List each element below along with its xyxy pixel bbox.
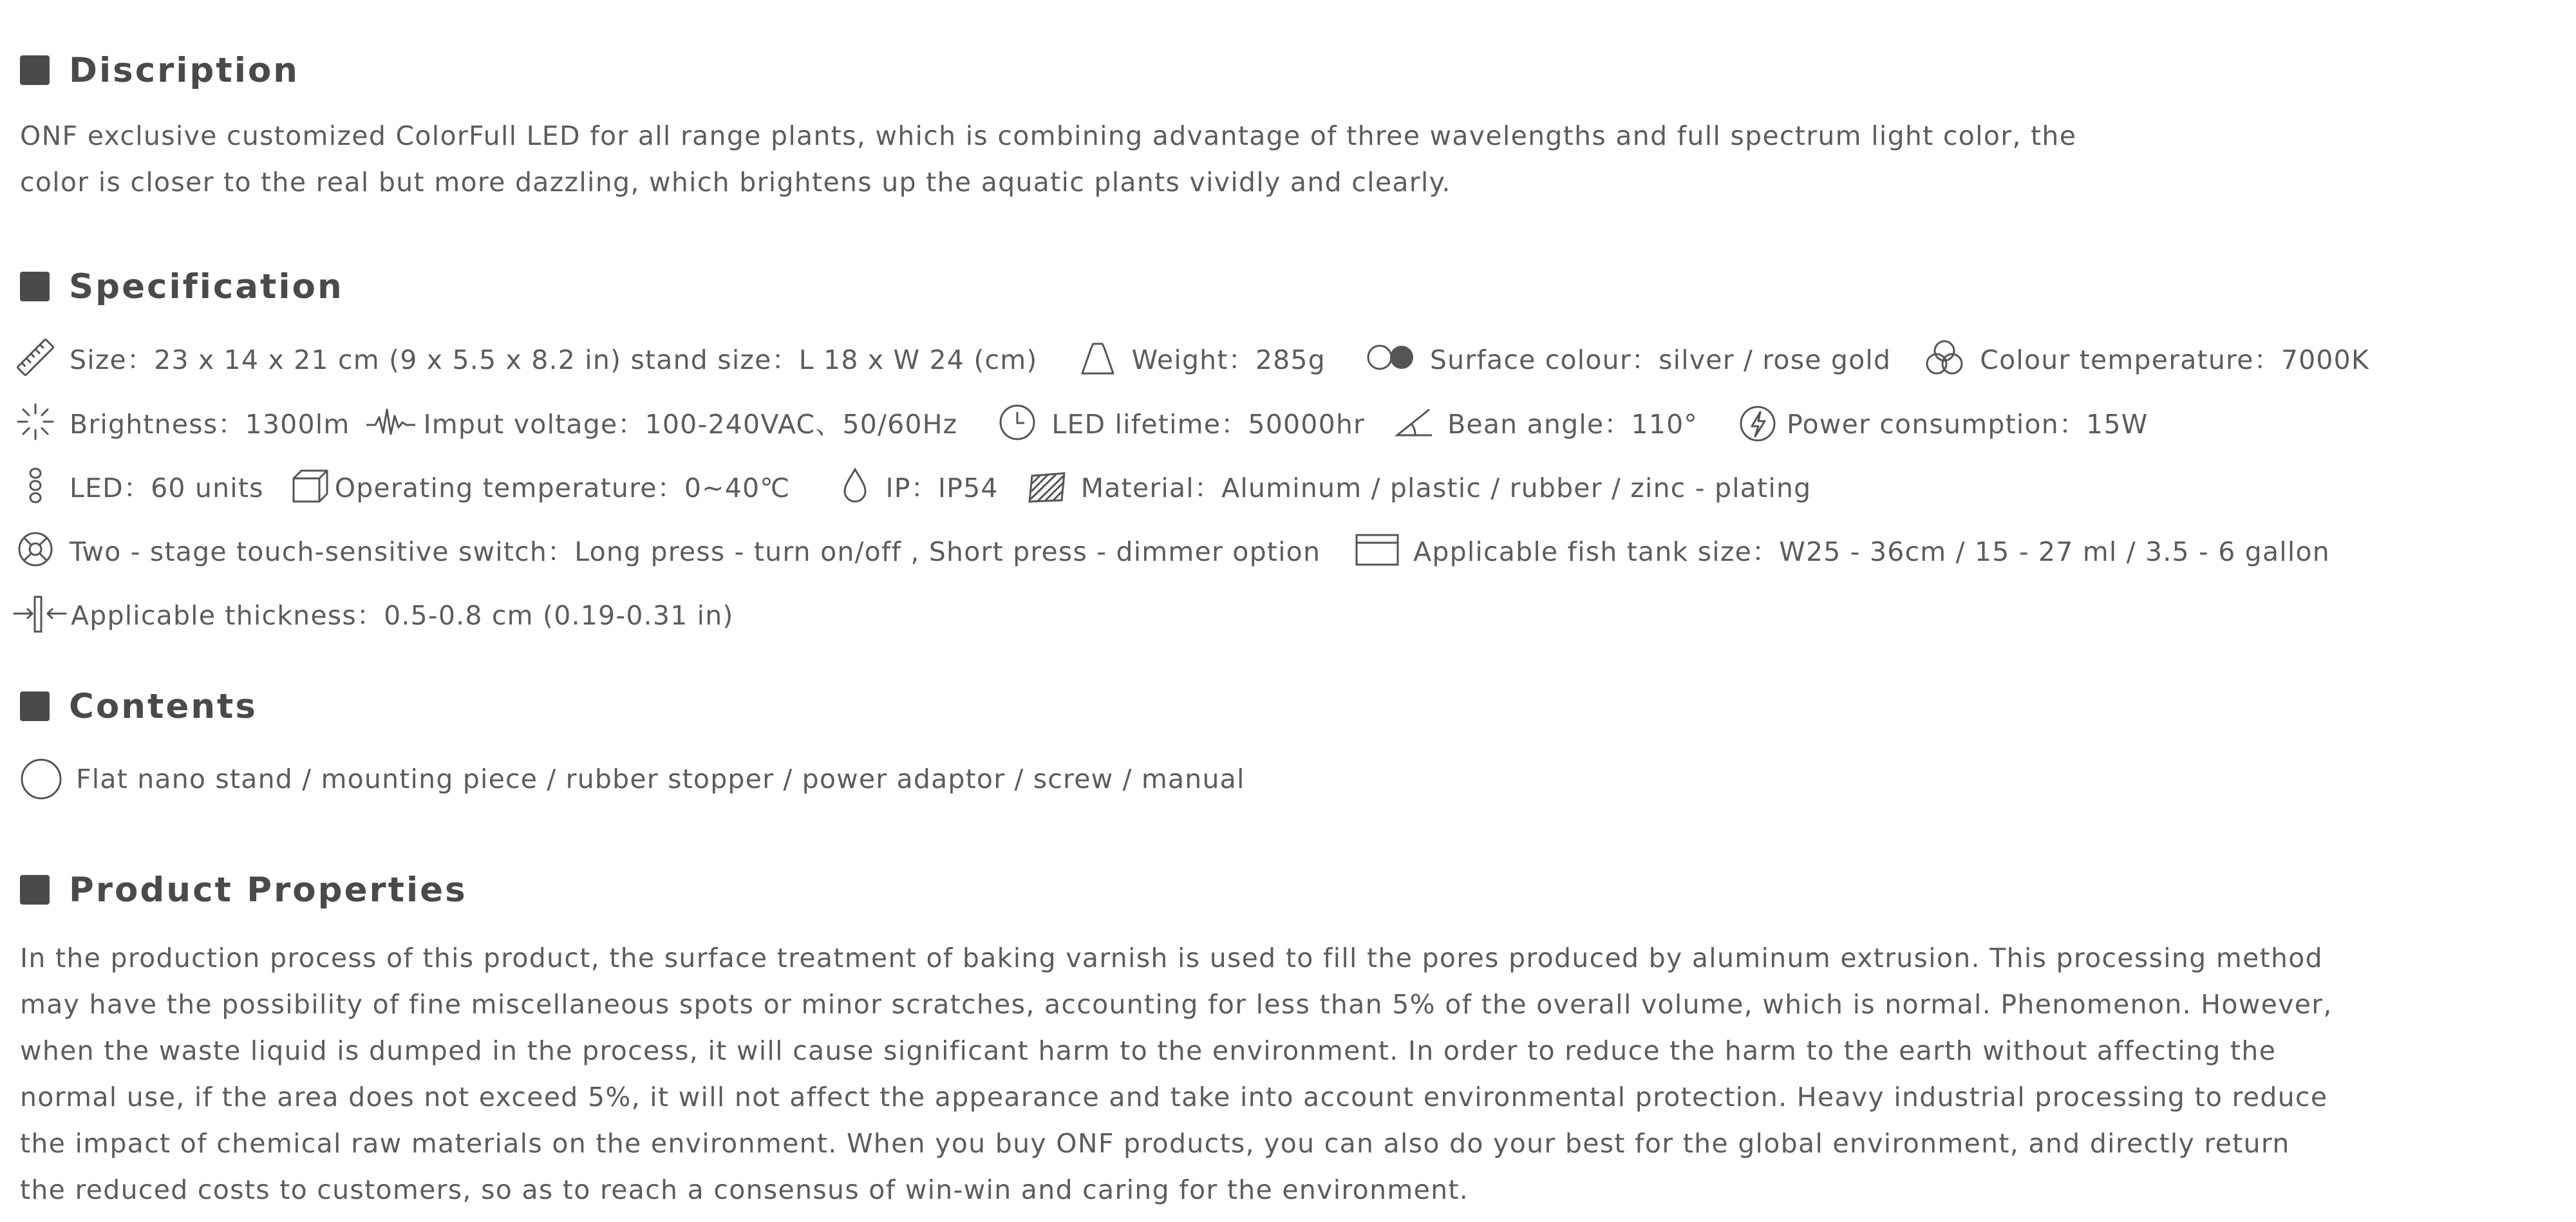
- circle-icon: [18, 756, 64, 802]
- spec-beam-angle: Bean angle：110°: [1391, 399, 1698, 444]
- heading-square-icon: [20, 875, 50, 905]
- description-line: ONF exclusive customized ColorFull LED for all range plants, which is combining advantage of three wavelengths and full spectrum light color, the: [20, 120, 2077, 151]
- spec-power-consumption: Power consumption：15W: [1735, 399, 2148, 444]
- color-circles-icon: [1921, 335, 1968, 380]
- description-title: Discription: [69, 50, 300, 90]
- spec-fish-tank-size: Applicable fish tank size：W25 - 36cm / 15 - 27 ml / 3.5 - 6 gallon: [1353, 527, 2330, 572]
- weight-icon: [1075, 335, 1120, 380]
- description-heading: [20, 48, 299, 93]
- properties-line: normal use, if the area does not exceed 5%, it will not affect the appearance and take into account environmental protection. Heavy industrial processing to reduce: [20, 1082, 2328, 1113]
- spec-led-units: LED：60 units: [13, 463, 264, 508]
- heading-square-icon: [20, 272, 50, 301]
- spec-row-4: [13, 523, 2330, 575]
- spec-colour-temperature: Colour temperature：7000K: [1921, 335, 2369, 380]
- spec-led-lifetime: LED lifetime：50000hr: [995, 399, 1365, 444]
- spec-input-voltage: Imput voltage：100-240VAC、50/60Hz: [365, 399, 957, 444]
- properties-title: Product Properties: [69, 870, 467, 910]
- spec-row-2: [13, 396, 2148, 447]
- properties-line: the reduced costs to customers, so as to reach a consensus of win-win and caring for the environment.: [20, 1174, 1469, 1205]
- properties-text: [20, 935, 2333, 1213]
- contents-heading: [20, 684, 258, 729]
- led-chain-icon: [13, 463, 58, 508]
- temperature-box-icon: [290, 463, 331, 508]
- spec-brightness: Brightness：1300lm: [13, 399, 350, 444]
- properties-line: In the production process of this product, the surface treatment of baking varnish is used to fill the pores produced by aluminum extrusion. This processing method: [20, 943, 2323, 973]
- spec-row-1: [13, 332, 2369, 383]
- spec-applicable-thickness: Applicable thickness：0.5-0.8 cm (0.19-0.31 in): [13, 590, 734, 635]
- spec-row-3: [13, 460, 1811, 511]
- thickness-icon: [13, 590, 67, 635]
- properties-heading: [20, 867, 467, 912]
- spec-surface-colour: Surface colour：silver / rose gold: [1364, 335, 1891, 380]
- spec-material: Material：Aluminum / plastic / rubber / zinc - plating: [1024, 463, 1812, 508]
- clock-icon: [995, 399, 1040, 444]
- spec-row-5: [13, 587, 734, 639]
- contents-row: [18, 753, 1245, 805]
- spec-size: Size：23 x 14 x 21 cm (9 x 5.5 x 8.2 in) stand size：L 18 x W 24 (cm): [13, 335, 1038, 380]
- color-toggle-icon: [1364, 335, 1418, 380]
- spec-operating-temperature: Operating temperature：0~40℃: [290, 463, 791, 508]
- description-text: [20, 113, 2076, 205]
- spec-ip-rating: IP：IP54: [836, 463, 999, 508]
- properties-line: the impact of chemical raw materials on the environment. When you buy ONF products, you can also do your best for the global environment, and directly return: [20, 1128, 2290, 1159]
- power-bolt-icon: [1735, 399, 1780, 444]
- heading-square-icon: [20, 691, 50, 721]
- water-drop-icon: [836, 463, 874, 508]
- description-line: color is closer to the real but more dazzling, which brightens up the aquatic plants vividly and clearly.: [20, 167, 1451, 198]
- heading-square-icon: [20, 55, 50, 85]
- properties-line: when the waste liquid is dumped in the process, it will cause significant harm to the environment. In order to reduce the harm to the earth without affecting the: [20, 1035, 2277, 1066]
- angle-icon: [1391, 399, 1436, 444]
- properties-line: may have the possibility of fine miscellaneous spots or minor scratches, accounting for less than 5% of the overall volume, which is normal. Phenomenon. However,: [20, 989, 2333, 1020]
- touch-switch-icon: [13, 527, 58, 572]
- spec-touch-switch: Two - stage touch-sensitive switch：Long press - turn on/off , Short press - dimmer option: [13, 527, 1321, 572]
- specification-title: Specification: [69, 267, 344, 306]
- contents-item: Flat nano stand / mounting piece / rubber stopper / power adaptor / screw / manual: [18, 756, 1245, 802]
- brightness-icon: [13, 399, 58, 444]
- contents-title: Contents: [69, 686, 258, 726]
- fish-tank-icon: [1353, 527, 1402, 572]
- voltage-wave-icon: [365, 399, 417, 444]
- material-hatch-icon: [1024, 463, 1069, 508]
- spec-weight: Weight：285g: [1075, 335, 1326, 380]
- specification-heading: [20, 264, 344, 309]
- ruler-icon: [13, 335, 58, 380]
